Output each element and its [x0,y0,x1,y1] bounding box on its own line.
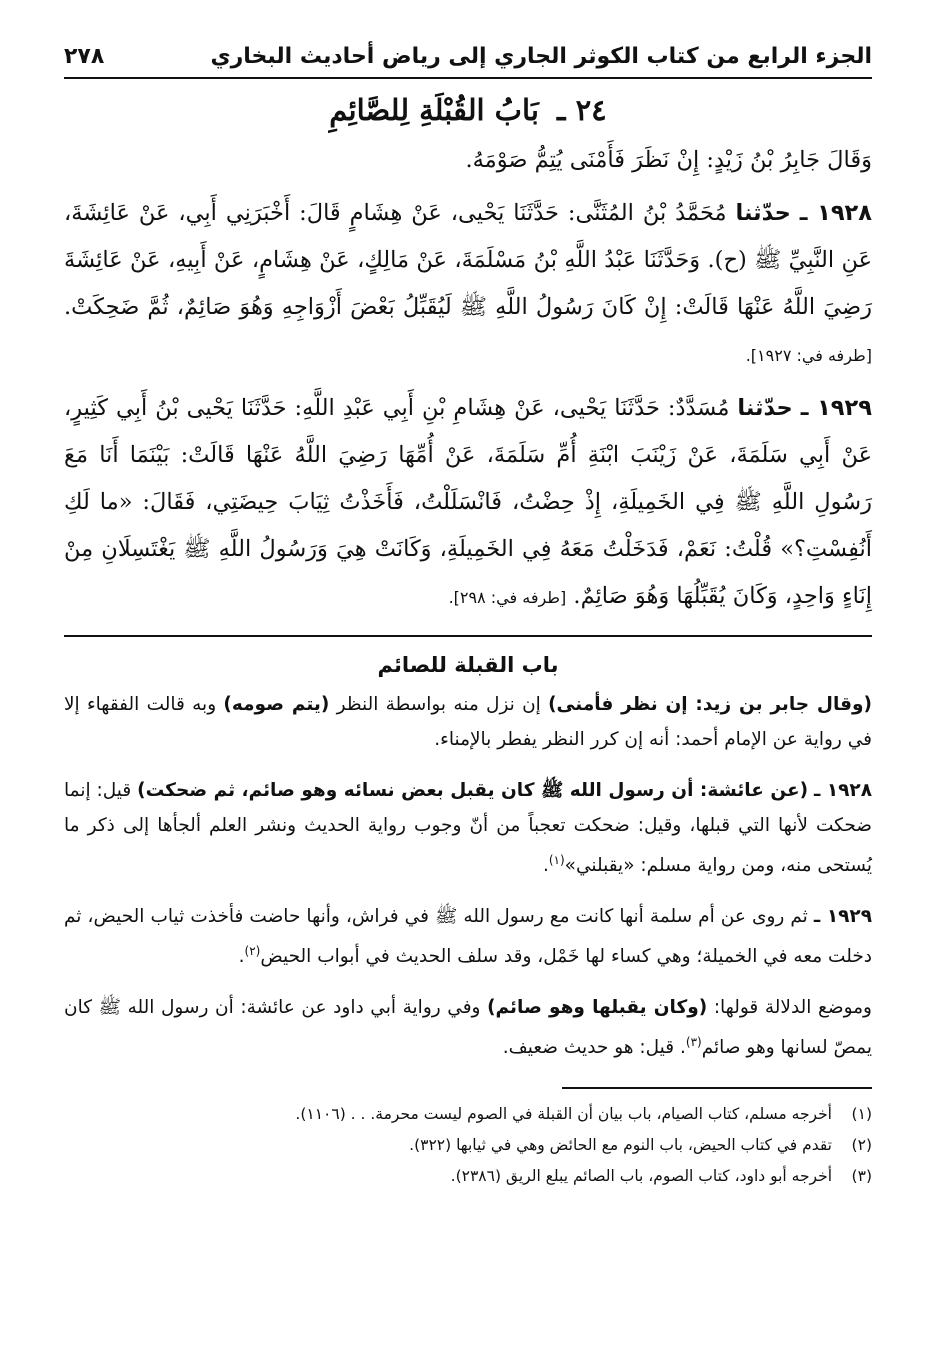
footnote-ref[interactable]: (١) [548,853,565,867]
hadith-lead: حدّثنا [737,395,793,421]
commentary-para-1929 [64,899,872,974]
intro-text: وَقَالَ جَابِرُ بْنُ زَيْدٍ: إِنْ نَظَرَ فَأَمْنَى يُتِمُّ صَوْمَهُ. [465,147,872,173]
quoted-text: (يتم صومه) [223,694,330,715]
footnotes [64,1099,872,1192]
section-divider [64,635,872,637]
hadith-1928 [64,190,872,379]
commentary-text: إن نزل منه بواسطة النظر [336,694,541,715]
commentary-text: قيل: إنما ضحكت لأنها التي قبلها، وقيل: ضحكت تعجباً من أنّ وجوب رواية الحديث ونشر العلم ألجأها إلى ذكر ما يُستحى منه، ومن رواية مسلم: «يقبلني» [64,780,872,877]
hadith-tarf: [طرفه في: ٢٩٨]. [448,588,567,607]
book-page [64,40,872,1192]
commentary-text: وبه قالت الفقهاء إلا في رواية عن الإمام أحمد: أنه إن كرر النظر يفطر بالإمناء. [64,694,872,750]
book-title: الجزء الرابع من كتاب الكوثر الجاري إلى رياض أحاديث البخاري [210,44,872,69]
footnote-text: أخرجه أبو داود، كتاب الصوم، باب الصائم يبلع الريق (٢٣٨٦). [450,1167,832,1186]
footnote [64,1130,872,1161]
footnote-number: (١) [851,1105,872,1124]
quoted-text: (وقال جابر بن زيد: إن نظر فأمنى) [548,694,872,715]
hadith-number: ١٩٢٩ ـ [800,395,873,421]
footnote [64,1161,872,1192]
hadith-number: ١٩٢٩ ـ [813,906,873,928]
hadith-number: ١٩٢٨ ـ [799,200,873,226]
footnote-ref[interactable]: (٣) [685,1035,702,1050]
hadith-text: مُحَمَّدُ بْنُ المُثَنَّى: حَدَّثَنَا يَحْيى، عَنْ هِشَامٍ قَالَ: أَخْبَرَنِي أَبِي، عَنْ عَائِشَةَ، عَنِ النَّبِيِّ ﷺ (ح). وَحَدَّثَنَا عَبْدُ اللَّهِ بْنُ مَسْلَمَةَ، عَنْ مَالِكٍ، عَنْ هِشَامٍ، عَنْ أَبِيهِ، عَنْ عَائِشَةَ رَضِيَ اللَّهُ عَنْهَا قَالَتْ: إِنْ كَانَ رَسُولُ اللَّهِ ﷺ لَيُقَبِّلُ بَعْضَ أَزْوَاجِهِ وَهُوَ صَائِمٌ، ثُمَّ ضَحِكَتْ. [64,200,872,320]
commentary-text: وفي رواية أبي داود عن عائشة: أن رسول الله ﷺ كان يمصّ لسانها وهو صائم [64,997,872,1059]
footnote-number: (٢) [851,1136,872,1155]
commentary-para-1928 [64,773,872,883]
commentary-para-4 [64,990,872,1065]
hadith-text: مُسَدَّدٌ: حَدَّثَنَا يَحْيى، عَنْ هِشَامِ بْنِ أَبِي عَبْدِ اللَّهِ: حَدَّثَنَا يَحْيى بْنُ أَبِي كَثِيرٍ، عَنْ أَبِي سَلَمَةَ، عَنْ زَيْنَبَ ابْنَةِ أُمِّ سَلَمَةَ، عَنْ أُمِّهَا رَضِيَ اللَّهُ عَنْهَا قَالَتْ: بَيْنَمَا أَنَا مَعَ رَسُولِ اللَّهِ ﷺ فِي الخَمِيلَةِ، إِذْ حِضْتُ، فَانْسَلَلْتُ، فَأَخَذْتُ ثِيَابَ حِيضَتِي، فَقَالَ: «ما لَكِ أَنُفِسْتِ؟» قُلْتُ: نَعَمْ، فَدَخَلْتُ مَعَهُ فِي الخَمِيلَةِ، وَكَانَتْ هِيَ وَرَسُولُ اللَّهِ ﷺ يَغْتَسِلَانِ مِنْ إِنَاءٍ وَاحِدٍ، وَكَانَ يُقَبِّلُهَا وَهُوَ صَائِمٌ. [64,395,872,609]
footnote-rule [562,1087,872,1089]
hadith-number: ١٩٢٨ ـ [814,780,873,801]
footnote [64,1099,872,1130]
running-head [64,40,872,77]
hadith-lead: حدّثنا [735,200,791,226]
commentary-text: وموضع الدلالة قولها: [713,997,872,1019]
footnote-text: أخرجه مسلم، كتاب الصيام، باب بيان أن القبلة في الصوم ليست محرمة. . . (١١٠٦). [295,1105,832,1124]
chapter-heading [64,93,872,127]
hadith-tarf: [طرفه في: ١٩٢٧]. [745,346,872,365]
commentary-title: باب القبلة للصائم [377,653,559,677]
commentary-end: . [238,946,245,968]
quoted-text: (وكان يقبلها وهو صائم) [487,997,708,1019]
header-rule [64,77,872,79]
footnote-ref[interactable]: (٢) [244,944,261,959]
page-number: ٢٧٨ [64,44,105,69]
footnote-number: (٣) [851,1167,872,1186]
commentary-end: . [542,855,549,877]
chapter-number: ٢٤ ـ [557,93,607,127]
commentary-para-1 [64,687,872,757]
quoted-text: (عن عائشة: أن رسول الله ﷺ كان يقبل بعض نسائه وهو صائم، ثم ضحكت) [137,780,809,801]
commentary-text: . قيل: هو حديث ضعيف. [502,1037,686,1059]
footnote-text: تقدم في كتاب الحيض، باب النوم مع الحائض وهي في ثيابها (٣٢٢). [409,1136,832,1155]
commentary-text: ثم روى عن أم سلمة أنها كانت مع رسول الله ﷺ في فراش، وأنها حاضت فأخذت ثياب الحيض، ثم دخلت معه في الخميلة؛ وهي كساء لها خَمْل، وقد سلف الحديث في أبواب الحيض [64,906,872,968]
matn-block [64,137,872,621]
chapter-title: بَابُ القُبْلَةِ لِلصَّائِمِ [329,93,539,127]
hadith-1929 [64,385,872,621]
commentary-block [64,687,872,1065]
